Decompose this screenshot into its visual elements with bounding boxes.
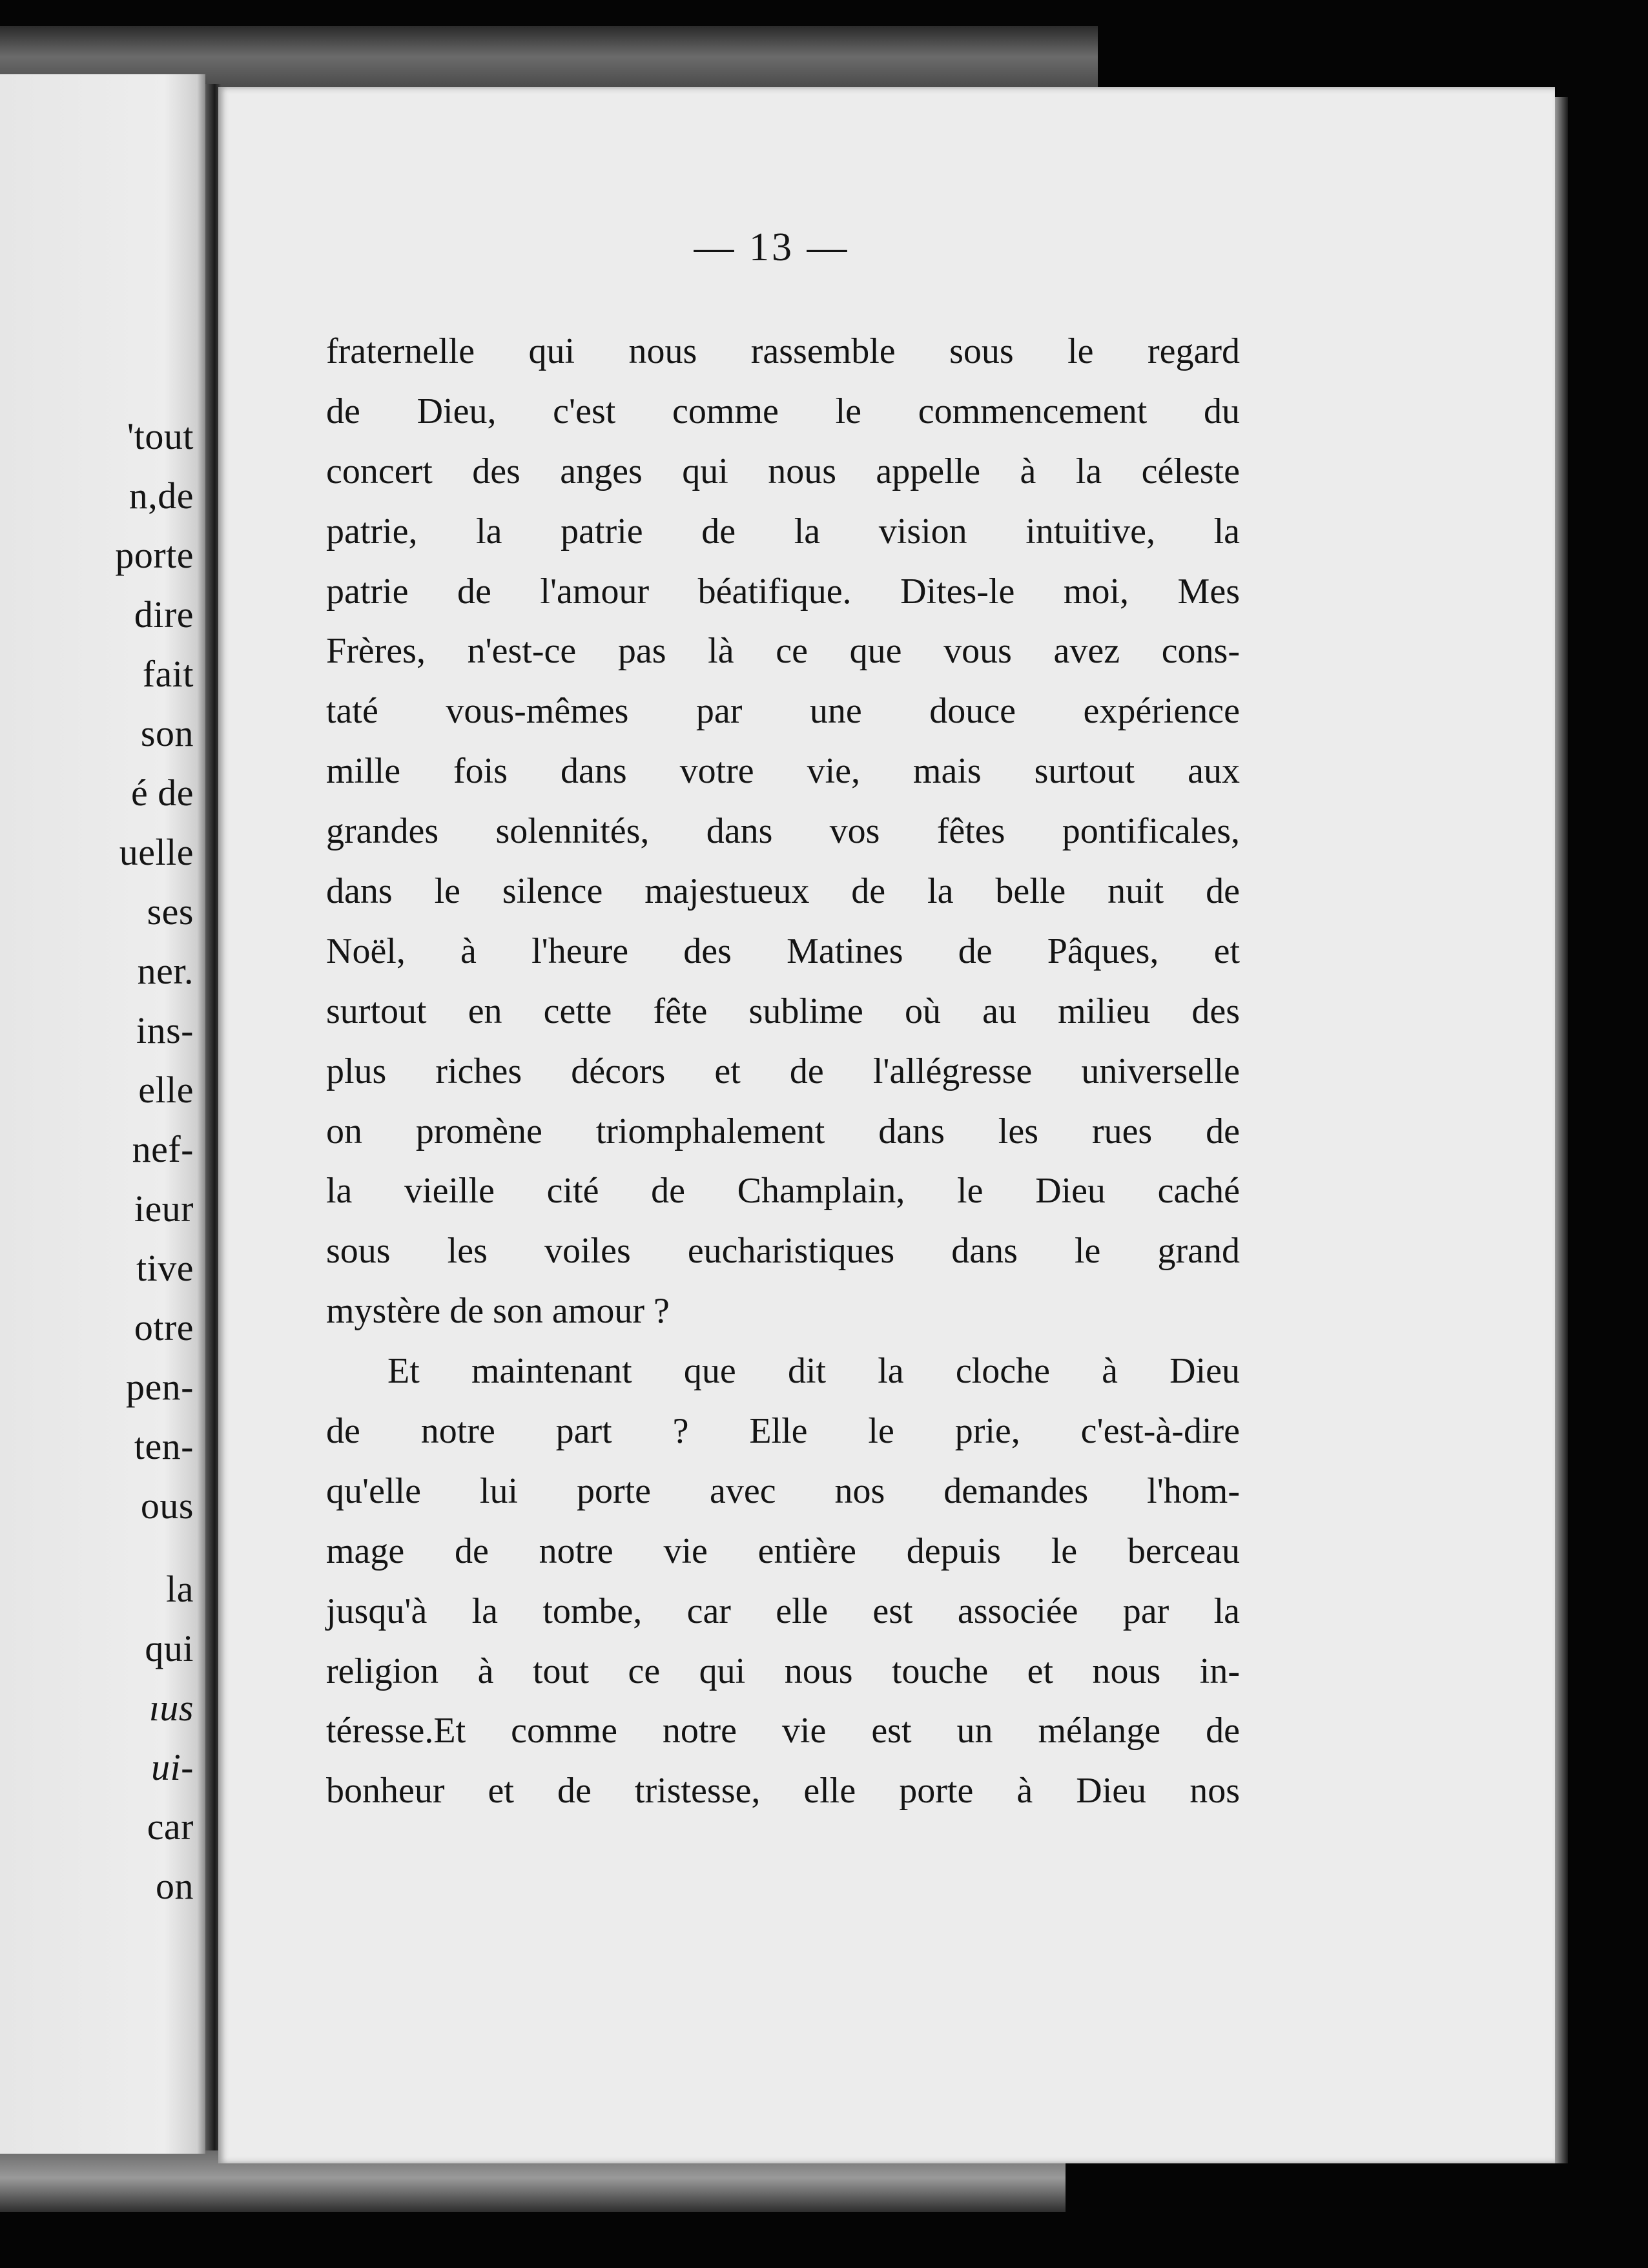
text-line: mille fois dans votre vie, mais surtout aux bbox=[326, 751, 1240, 792]
text-line: Et maintenant que dit la cloche à Dieu bbox=[387, 1351, 1240, 1392]
left-fragment: 'tout bbox=[127, 415, 194, 457]
left-fragment: ous bbox=[140, 1485, 194, 1527]
text-line: la vieille cité de Champlain, le Dieu caché bbox=[326, 1171, 1240, 1211]
text-line: sous les voiles eucharistiques dans le grand bbox=[326, 1231, 1240, 1272]
text-line: téresse.Et comme notre vie est un mélange de bbox=[326, 1711, 1240, 1751]
text-line: concert des anges qui nous appelle à la céleste bbox=[326, 451, 1240, 491]
left-fragment: nef- bbox=[132, 1128, 194, 1170]
text-line: dans le silence majestueux de la belle nuit de bbox=[326, 871, 1240, 912]
text-line: surtout en cette fête sublime où au milieu des bbox=[326, 991, 1240, 1031]
text-line: mage de notre vie entière depuis le berceau bbox=[326, 1531, 1240, 1571]
left-fragment: ses bbox=[147, 891, 194, 933]
text-line: jusqu'à la tombe, car elle est associée par la bbox=[326, 1591, 1240, 1631]
text-line: Noël, à l'heure des Matines de Pâques, et bbox=[326, 931, 1240, 971]
left-fragment: son bbox=[140, 712, 194, 754]
paragraph bbox=[326, 1341, 1240, 1821]
left-fragment: ieur bbox=[134, 1188, 194, 1230]
text-line: bonheur et de tristesse, elle porte à Dieu nos bbox=[326, 1771, 1240, 1811]
left-fragment: porte bbox=[115, 534, 194, 576]
page-number: — 13 — bbox=[694, 225, 850, 269]
left-fragment: pen- bbox=[125, 1366, 194, 1408]
left-fragment: ten- bbox=[134, 1425, 194, 1467]
text-line: mystère de son amour ? bbox=[326, 1291, 670, 1332]
paragraph bbox=[326, 322, 1240, 1341]
text-line: fraternelle qui nous rassemble sous le regard bbox=[326, 331, 1240, 371]
left-fragment: elle bbox=[138, 1069, 194, 1111]
left-fragment: tive bbox=[136, 1247, 194, 1289]
left-fragment: é de bbox=[131, 772, 194, 814]
left-fragment: on bbox=[156, 1865, 194, 1907]
text-line: patrie de l'amour béatifique. Dites-le moi, Mes bbox=[326, 571, 1240, 612]
left-page bbox=[0, 74, 205, 2154]
text-line: on promène triomphalement dans les rues de bbox=[326, 1111, 1240, 1151]
text-line: qu'elle lui porte avec nos demandes l'hom- bbox=[326, 1470, 1240, 1511]
text-line: grandes solennités, dans vos fêtes pontificales, bbox=[326, 811, 1240, 852]
text-line: patrie, la patrie de la vision intuitive, la bbox=[326, 511, 1240, 552]
left-fragment: qui bbox=[145, 1627, 194, 1669]
left-fragment: car bbox=[147, 1806, 194, 1848]
text-line: plus riches décors et de l'allégresse universelle bbox=[326, 1051, 1240, 1091]
text-line: taté vous-mêmes par une douce expérience bbox=[326, 691, 1240, 732]
left-fragment: uelle bbox=[119, 831, 194, 873]
page-shadow bbox=[1555, 97, 1568, 2163]
body-text bbox=[326, 322, 1240, 1821]
text-line: de notre part ? Elle le prie, c'est-à-dire bbox=[326, 1411, 1240, 1452]
left-fragment: ıus bbox=[149, 1687, 194, 1729]
left-fragment: n,de bbox=[129, 475, 194, 517]
left-fragment: fait bbox=[142, 653, 194, 695]
text-line: religion à tout ce qui nous touche et nous in- bbox=[326, 1651, 1240, 1691]
left-fragment: dire bbox=[134, 593, 194, 635]
left-fragment: ui- bbox=[151, 1746, 194, 1788]
left-fragment: la bbox=[166, 1568, 194, 1610]
left-fragment: ins- bbox=[136, 1009, 194, 1051]
left-fragment: otre bbox=[134, 1306, 194, 1348]
text-line: Frères, n'est-ce pas là ce que vous avez cons- bbox=[326, 631, 1240, 672]
left-fragment: ner. bbox=[137, 950, 194, 992]
text-line: de Dieu, c'est comme le commencement du bbox=[326, 391, 1240, 431]
